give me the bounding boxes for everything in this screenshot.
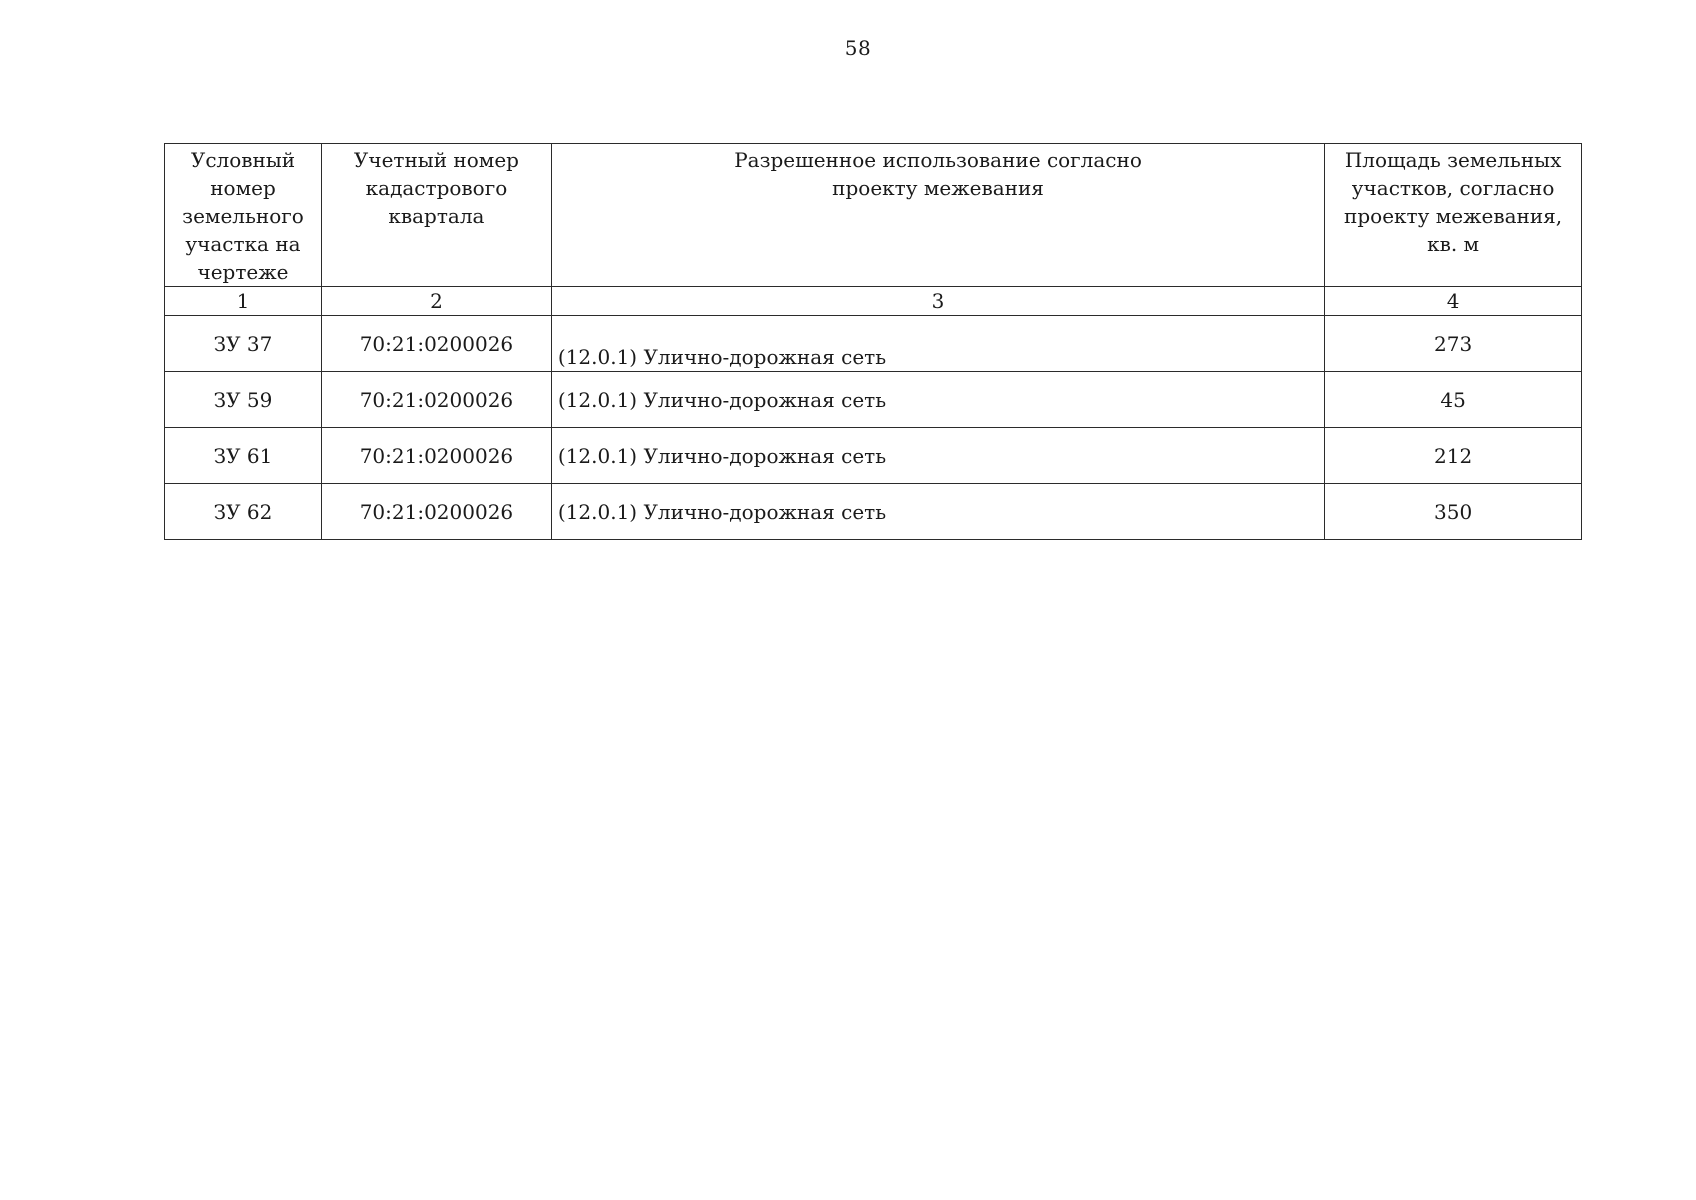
area-cell: 273	[1325, 316, 1582, 372]
table-header-row	[165, 144, 1582, 287]
area-cell: 45	[1325, 372, 1582, 428]
cadastral-number-cell: 70:21:0200026	[321, 316, 551, 372]
page-number: 58	[844, 36, 872, 60]
cadastral-number-cell: 70:21:0200026	[321, 372, 551, 428]
header-cadastral-quarter: Учетный номер кадастрового квартала	[321, 144, 551, 287]
permitted-use-cell: (12.0.1) Улично-дорожная сеть	[551, 316, 1324, 372]
header-area: Площадь земельных участков, согласно проекту межевания, кв. м	[1325, 144, 1582, 287]
column-number-row	[165, 287, 1582, 316]
column-number: 4	[1325, 287, 1582, 316]
header-plot-number: Условный номер земельного участка на чертеже	[165, 144, 322, 287]
permitted-use-cell: (12.0.1) Улично-дорожная сеть	[551, 372, 1324, 428]
column-number: 2	[321, 287, 551, 316]
area-cell: 212	[1325, 428, 1582, 484]
cadastral-number-cell: 70:21:0200026	[321, 428, 551, 484]
table-row	[165, 484, 1582, 540]
plot-number-cell: ЗУ 62	[165, 484, 322, 540]
table-row	[165, 316, 1582, 372]
plot-number-cell: ЗУ 59	[165, 372, 322, 428]
table-row	[165, 372, 1582, 428]
permitted-use-cell: (12.0.1) Улично-дорожная сеть	[551, 428, 1324, 484]
column-number: 1	[165, 287, 322, 316]
cadastral-number-cell: 70:21:0200026	[321, 484, 551, 540]
permitted-use-cell: (12.0.1) Улично-дорожная сеть	[551, 484, 1324, 540]
header-permitted-use: Разрешенное использование согласно проекту межевания	[551, 144, 1324, 287]
area-cell: 350	[1325, 484, 1582, 540]
column-number: 3	[551, 287, 1324, 316]
plot-number-cell: ЗУ 37	[165, 316, 322, 372]
table-row	[165, 428, 1582, 484]
land-plots-table	[164, 143, 1582, 540]
plot-number-cell: ЗУ 61	[165, 428, 322, 484]
